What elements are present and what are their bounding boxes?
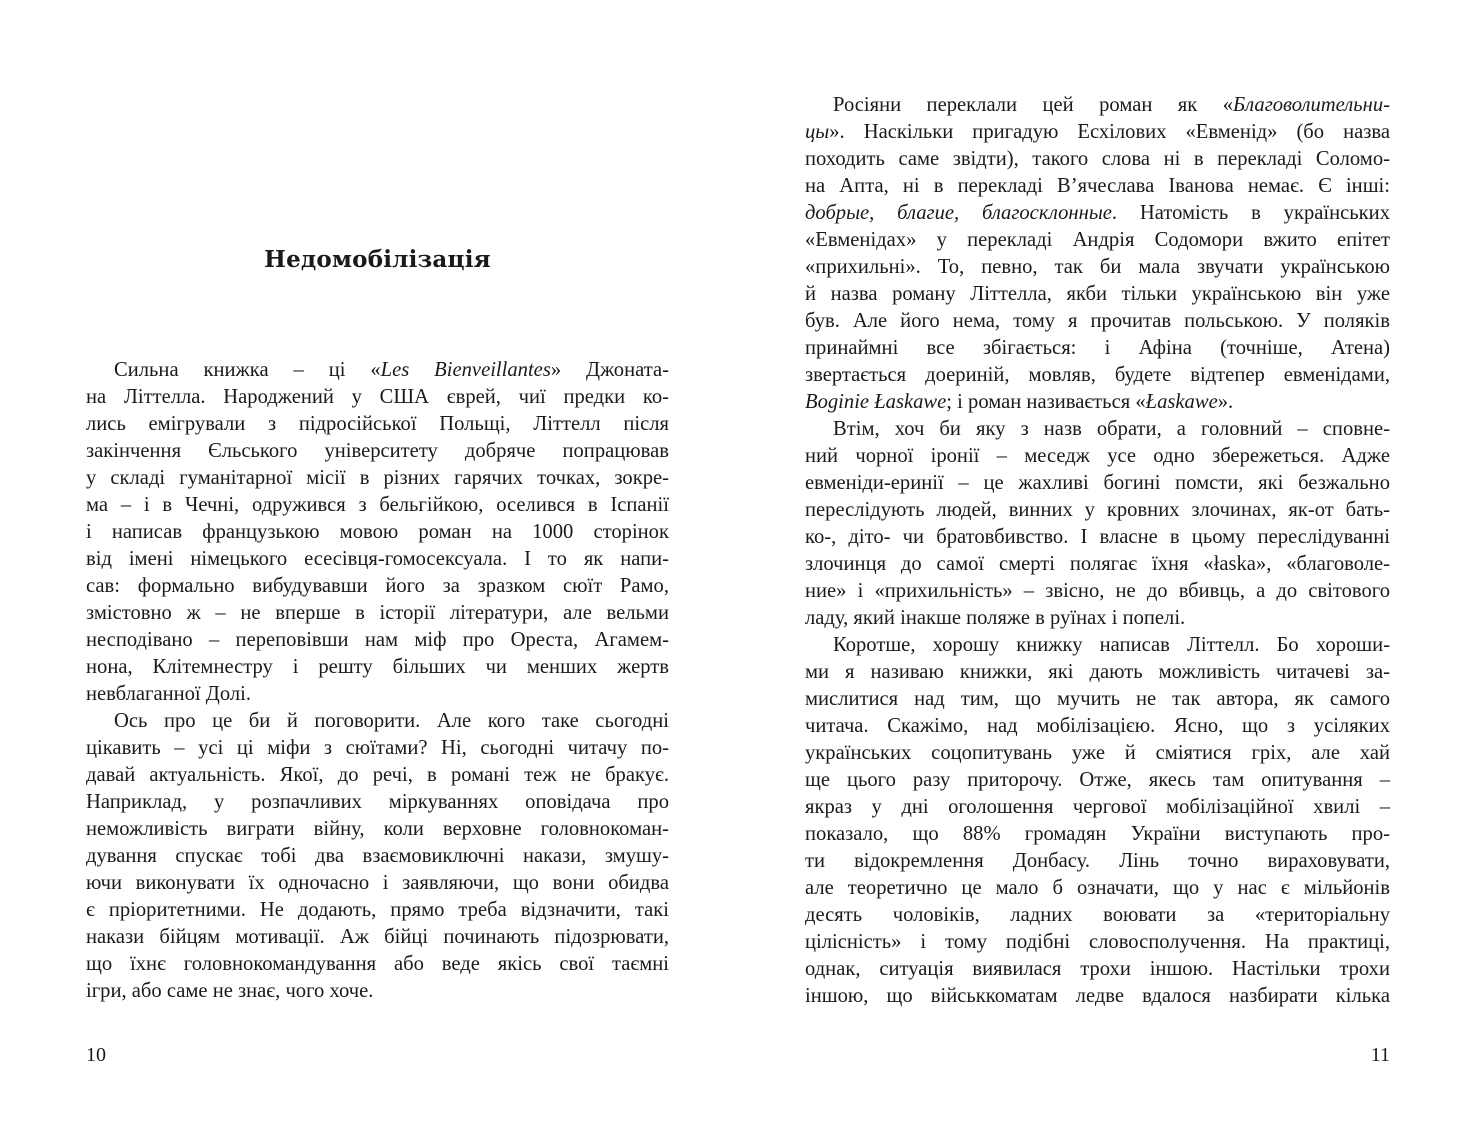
text-line — [805, 713, 1390, 740]
text-segment: показало, що 88% громадян України виступають про- — [805, 823, 1390, 845]
text-segment: «прихильні». То, певно, так би мала звучати українською — [805, 256, 1390, 278]
text-segment: принаймні все збігається: і Афіна (точніше, Атена) — [805, 337, 1390, 359]
text-segment: злочинця до самої смерті полягає їхня «łaska», «благоволе- — [805, 553, 1390, 575]
text-segment: був. Але його нема, тому я прочитав польською. У поляків — [805, 310, 1390, 332]
text-segment: «Евменідах» у перекладі Андрія Содомори вжито епітет — [805, 229, 1390, 251]
text-line — [805, 443, 1390, 470]
text-segment: ігри, або саме не знає, чого хоче. — [86, 980, 374, 1002]
text-segment: і написав французькою мовою роман на 1000 сторінок — [86, 521, 669, 543]
text-line — [86, 924, 669, 951]
text-line — [805, 362, 1390, 389]
text-line — [805, 983, 1390, 1010]
text-line — [86, 465, 669, 492]
text-segment: Росіяни переклали цей роман як « — [833, 94, 1234, 116]
text-segment: ние» і «прихильність» – звісно, не до вбивць, а до світового — [805, 580, 1390, 602]
text-line — [86, 357, 669, 384]
text-segment: ючи виконувати їх одночасно і заявляючи, що вони обидва — [86, 872, 669, 894]
text-segment: Сильна книжка – ці « — [114, 359, 381, 381]
text-segment: переслідують людей, винних у кровних злочинах, як-от бать- — [805, 499, 1390, 521]
text-segment: дування спускає тобі два взаємовиключні накази, змушу- — [86, 845, 669, 867]
text-line — [805, 848, 1390, 875]
text-line — [86, 627, 669, 654]
text-segment: . Натомість в українських — [1111, 202, 1390, 224]
text-line — [86, 762, 669, 789]
text-line — [86, 411, 669, 438]
text-line — [86, 600, 669, 627]
text-line — [86, 654, 669, 681]
italic-text: добрые, благие, благосклонные — [805, 202, 1112, 224]
text-segment: закінчення Єльського університету добряче попрацював — [86, 440, 669, 462]
text-line — [805, 659, 1390, 686]
text-segment: ко-, діто- чи братовбивство. І власне в цьому переслідуванні — [805, 526, 1390, 548]
text-line — [805, 173, 1390, 200]
text-segment: Наприклад, у розпачливих міркуваннях оповідача про — [86, 791, 669, 813]
text-line — [805, 956, 1390, 983]
text-line — [805, 308, 1390, 335]
text-line — [805, 524, 1390, 551]
text-segment: іншою, що військкоматам ледве вдалося назбирати кілька — [805, 985, 1390, 1007]
italic-text: Boginie Łaskawe — [805, 391, 947, 413]
text-segment: лись емігрували з підросійської Польщі, Літтелл після — [86, 413, 669, 435]
text-segment: ти відокремлення Донбасу. Лінь точно вираховувати, — [805, 850, 1390, 872]
text-segment: цілісність» і тому подібні словосполучення. На практиці, — [805, 931, 1390, 953]
text-segment: якраз у дні оголошення чергової мобілізаційної хвилі – — [805, 796, 1390, 818]
text-line — [86, 897, 669, 924]
text-segment: й назва роману Літтелла, якби тільки українською він уже — [805, 283, 1390, 305]
text-line — [86, 573, 669, 600]
chapter-title: Недомобілізація — [264, 246, 491, 273]
page-number-left: 10 — [86, 1044, 106, 1066]
text-segment: ма – і в Чечні, одружився з бельгійкою, оселився в Іспанії — [86, 494, 669, 516]
text-line — [805, 605, 1390, 632]
text-line — [805, 497, 1390, 524]
text-line — [86, 951, 669, 978]
text-line — [805, 902, 1390, 929]
text-line — [805, 146, 1390, 173]
text-line — [805, 92, 1390, 119]
text-line — [86, 546, 669, 573]
text-segment: Втім, хоч би яку з назв обрати, а головний – сповне- — [833, 418, 1390, 440]
text-line — [805, 227, 1390, 254]
text-line — [805, 794, 1390, 821]
text-segment: давай актуальність. Якої, до речі, в романі теж не бракує. — [86, 764, 669, 786]
text-line — [805, 686, 1390, 713]
text-segment: » Джоната- — [550, 359, 669, 381]
text-line — [805, 875, 1390, 902]
text-line — [805, 632, 1390, 659]
text-segment: накази бійцям мотивації. Аж бійці починають підозрювати, — [86, 926, 669, 948]
text-segment: українських соцопитувань уже й сміятися гріх, але хай — [805, 742, 1390, 764]
text-segment: нона, Клітемнестру і решту більших чи менших жертв — [86, 656, 669, 678]
text-line — [805, 551, 1390, 578]
text-line — [805, 416, 1390, 443]
text-segment: мислитися над тим, що мучить не так автора, як самого — [805, 688, 1390, 710]
right-page — [737, 0, 1474, 1134]
text-segment: на Апта, ні в перекладі В’ячеслава Іванова немає. Є інші: — [805, 175, 1390, 197]
text-segment: але теоретично це мало б означати, що у нас є мільйонів — [805, 877, 1390, 899]
italic-text: Благоволительни- — [1233, 94, 1390, 116]
text-segment: звертається доериній, мовляв, будете відтепер евменідами, — [805, 364, 1390, 386]
text-line — [805, 335, 1390, 362]
italic-text: Les Bienveillantes — [380, 359, 551, 381]
right-page-text — [805, 92, 1390, 1010]
text-segment: невблаганної Долі. — [86, 683, 252, 705]
text-segment: Коротше, хорошу книжку написав Літтелл. Бо хороши- — [833, 634, 1390, 656]
left-page-text — [86, 357, 669, 1005]
text-line — [805, 389, 1390, 416]
text-segment: цікавить – усі ці міфи з сюїтами? Ні, сьогодні читачу по- — [86, 737, 669, 759]
text-segment: Ось про це би й поговорити. Але кого таке сьогодні — [114, 710, 669, 732]
text-segment: сав: формально вибудувавши його за зразком сюїт Рамо, — [86, 575, 669, 597]
text-segment: неможливість виграти війну, коли верховне головнокоман- — [86, 818, 669, 840]
text-segment: несподівано – переповівши нам міф про Ореста, Агамем- — [86, 629, 669, 651]
text-line — [805, 767, 1390, 794]
text-line — [86, 519, 669, 546]
italic-text: Łaskawe — [1145, 391, 1218, 413]
text-segment: від імені німецького есесівця-гомосексуала. І то як напи- — [86, 548, 669, 570]
text-line — [86, 978, 669, 1005]
text-line — [86, 681, 669, 708]
text-line — [805, 821, 1390, 848]
text-line — [805, 200, 1390, 227]
text-segment: читача. Скажімо, над мобілізацією. Ясно, що з усіляких — [805, 715, 1390, 737]
text-segment: евменіди-еринії – це жахливі богині помсти, які безжально — [805, 472, 1390, 494]
text-line — [805, 929, 1390, 956]
text-segment: однак, ситуація виявилася трохи іншою. Настільки трохи — [805, 958, 1390, 980]
text-segment: ». — [1217, 391, 1234, 413]
text-segment: десять чоловіків, ладних воювати за «територіальну — [805, 904, 1390, 926]
text-line — [86, 870, 669, 897]
text-segment: походить саме звідти), такого слова ні в перекладі Соломо- — [805, 148, 1390, 170]
text-segment: ладу, який інакше поляже в руїнах і попелі. — [805, 607, 1186, 629]
text-line — [805, 119, 1390, 146]
text-line — [805, 470, 1390, 497]
text-segment: у складі гуманітарної місії в різних гарячих точках, зокре- — [86, 467, 669, 489]
text-line — [86, 816, 669, 843]
page-number-right: 11 — [1370, 1044, 1390, 1066]
text-line — [86, 789, 669, 816]
text-segment: що їхнє головнокомандування або веде якісь свої таємні — [86, 953, 669, 975]
text-segment: ний чорної іронії – меседж усе одно збережеться. Адже — [805, 445, 1390, 467]
text-segment: є пріоритетними. Не додають, прямо треба відзначити, такі — [86, 899, 669, 921]
text-line — [86, 735, 669, 762]
text-segment: змістовно ж – не вперше в історії літератури, але вельми — [86, 602, 669, 624]
text-line — [86, 843, 669, 870]
text-line — [805, 740, 1390, 767]
text-segment: ; і роман називається « — [946, 391, 1146, 413]
text-line — [805, 578, 1390, 605]
text-segment: ще цього разу приторочу. Отже, якесь там опитування – — [805, 769, 1390, 791]
text-line — [86, 492, 669, 519]
text-line — [805, 281, 1390, 308]
text-segment: на Літтелла. Народжений у США єврей, чиї предки ко- — [86, 386, 669, 408]
text-line — [805, 254, 1390, 281]
text-line — [86, 438, 669, 465]
text-segment: ». Наскільки пригадую Есхілових «Евменід» (бо назва — [829, 121, 1390, 143]
text-segment: ми я називаю книжки, які дають можливість читачеві за- — [805, 661, 1390, 683]
text-line — [86, 384, 669, 411]
text-line — [86, 708, 669, 735]
italic-text: цы — [805, 121, 830, 143]
